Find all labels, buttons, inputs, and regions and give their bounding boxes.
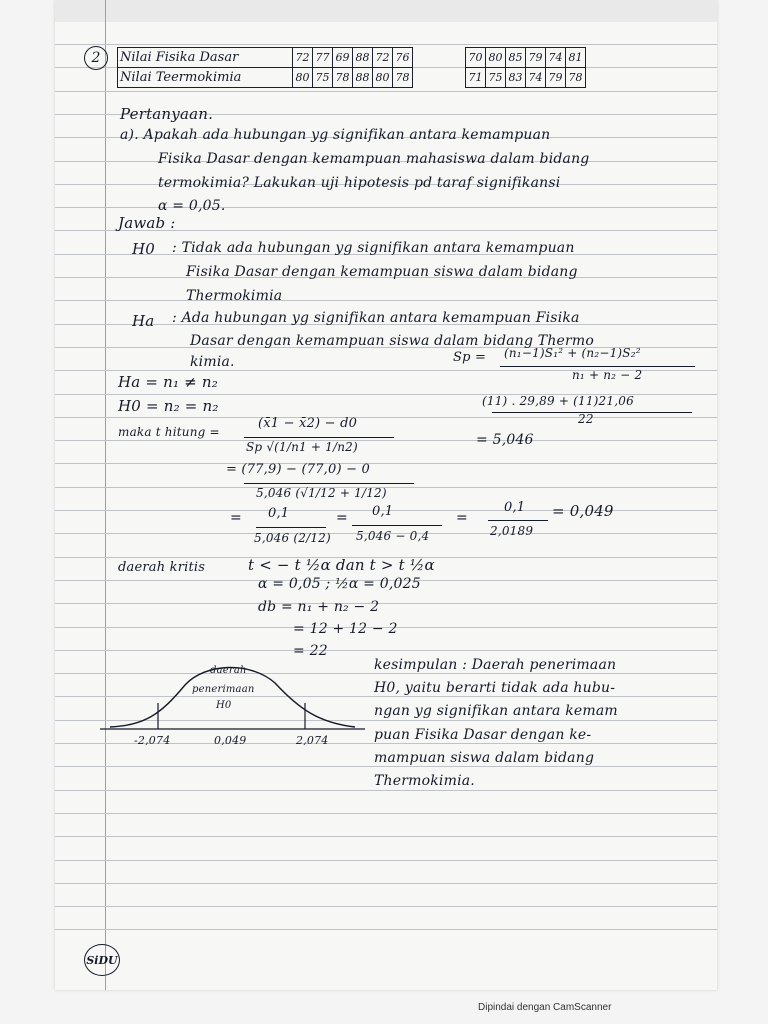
table-cell: 78 [393,68,413,88]
table-row [118,48,586,68]
margin-line [105,0,106,990]
table-cell: 70 [466,48,486,68]
ha-line: kimia. [190,354,235,370]
table-cell: 79 [546,68,566,88]
h0-line: Thermokimia [186,288,283,304]
t-step1-denominator: Sp √(1/n1 + 1/n2) [246,440,358,454]
t-hitung-label: maka t hitung = [118,425,220,439]
t-step1-bar [244,437,394,438]
jawab-heading: Jawab : [118,214,176,232]
table-cell: 77 [313,48,333,68]
sp-numerator: (n₁−1)S₁² + (n₂−1)S₂² [504,346,641,360]
row-label: Nilai Teermokimia [118,68,293,88]
t-step3a-denominator: 5,046 (2/12) [254,531,331,545]
ha-symbolic: Ha = n₁ ≠ n₂ [118,373,218,391]
ruled-line [55,929,717,930]
table-cell: 71 [466,68,486,88]
ha-line: Dasar dengan kemampuan siswa dalam bidang Thermo [190,333,595,349]
db-line: db = n₁ + n₂ − 2 [258,599,380,615]
t-step3a-bar [256,527,326,528]
data-table [117,47,586,88]
kritis-rule: t < − t ½α dan t > t ½α [248,556,435,574]
question-line: a). Apakah ada hubungan yg signifikan antara kemampuan [120,127,551,143]
question-line: Fisika Dasar dengan kemampuan mahasiswa dalam bidang [158,151,590,167]
table-cell: 74 [526,68,546,88]
ruled-line [55,91,717,92]
kesimpulan-line: H0, yaitu berarti tidak ada hubu- [374,680,616,696]
t-step3b-numerator: 0,1 [372,504,394,519]
ruled-line [55,440,717,441]
table-cell: 75 [486,68,506,88]
logo-text: SiDU [86,953,118,967]
top-margin-strip [55,0,717,22]
table-gap [413,68,466,88]
ruled-line [55,906,717,907]
kesimpulan-line: ngan yg signifikan antara kemam [374,703,618,719]
ruled-line [55,417,717,418]
kesimpulan-line: kesimpulan : Daerah penerimaan [374,657,617,673]
sp-denominator: n₁ + n₂ − 2 [572,368,643,382]
t-step2-numerator: = (77,9) − (77,0) − 0 [226,462,370,477]
ruled-line [55,883,717,884]
t-step3b-bar [352,525,442,526]
ruled-line [55,300,717,301]
row-label: Nilai Fisika Dasar [118,48,293,68]
table-cell: 74 [546,48,566,68]
t-step2-denominator: 5,046 (√1/12 + 1/12) [256,486,387,500]
table-cell: 79 [526,48,546,68]
sp-result: = 5,046 [476,432,534,448]
ruled-line [55,207,717,208]
ruled-line [55,603,717,604]
table-gap [413,48,466,68]
table-cell: 76 [393,48,413,68]
t-step3c-denominator: 2,0189 [490,524,534,538]
table-cell: 80 [293,68,313,88]
ha-line: : Ada hubungan yg signifikan antara kemampuan Fisika [172,310,580,326]
alpha-values: α = 0,05 ; ½α = 0,025 [258,576,421,592]
t-result: = 0,049 [552,502,614,520]
h0-line: Fisika Dasar dengan kemampuan siswa dalam bidang [186,264,578,280]
curve-region-label: penerimaan [192,684,255,695]
kesimpulan-line: puan Fisika Dasar dengan ke- [374,727,592,743]
table-cell: 80 [486,48,506,68]
table-cell: 72 [293,48,313,68]
t-step2-bar [244,483,414,484]
table-cell: 81 [566,48,586,68]
table-cell: 72 [373,48,393,68]
table-cell: 85 [506,48,526,68]
ruled-line [55,860,717,861]
scanner-footer: Dipindai dengan CamScanner [478,1002,612,1013]
ruled-line [55,463,717,464]
table-cell: 88 [353,48,373,68]
ruled-line [55,766,717,767]
notebook-logo [84,944,120,976]
table-cell: 80 [373,68,393,88]
db-line: = 12 + 12 − 2 [293,621,398,637]
curve-region-label: H0 [216,700,232,711]
curve-tick-label: -2,074 [134,734,171,747]
t-step3c-numerator: 0,1 [504,500,526,515]
t-step1-numerator: (x̄1 − x̄2) − d0 [258,416,358,431]
t-step3c-bar [488,520,548,521]
sp-lhs: Sp = [453,350,487,365]
h0-line: : Tidak ada hubungan yg signifikan antara kemampuan [172,240,575,256]
table-cell: 83 [506,68,526,88]
t-step3c-equals: = [456,510,468,526]
sp-sub-denominator: 22 [578,412,594,426]
ruled-line [55,650,717,651]
ruled-line [55,813,717,814]
ruled-line [55,836,717,837]
pertanyaan-heading: Pertanyaan. [120,105,214,123]
kritis-label: daerah kritis [118,560,206,575]
question-number: 2 [91,50,101,66]
h0-label: H0 [132,240,156,258]
question-number-badge [84,46,108,70]
table-cell: 78 [333,68,353,88]
table-cell: 69 [333,48,353,68]
question-line: termokimia? Lakukan uji hipotesis pd taraf signifikansi [158,175,561,191]
kesimpulan-line: mampuan siswa dalam bidang [374,750,595,766]
t-step3a-numerator: 0,1 [268,506,290,521]
ruled-line [55,44,717,45]
t-step3b-denominator: 5,046 − 0,4 [356,529,430,543]
table-cell: 78 [566,68,586,88]
curve-region-label: daerah [210,665,247,676]
t-step3-equals: = [230,510,242,526]
curve-tick-label: 2,074 [296,734,329,747]
curve-tick-label: 0,049 [214,734,247,747]
ha-label: Ha [132,312,155,330]
table-row [118,68,586,88]
ruled-line [55,790,717,791]
db-line: = 22 [293,643,328,659]
table-cell: 88 [353,68,373,88]
t-step3b-equals: = [336,510,348,526]
h0-symbolic: H0 = n₂ = n₂ [118,397,219,415]
kesimpulan-line: Thermokimia. [374,773,475,789]
sp-sub-numerator: (11) . 29,89 + (11)21,06 [482,394,634,408]
table-cell: 75 [313,68,333,88]
question-line: α = 0,05. [158,198,226,214]
